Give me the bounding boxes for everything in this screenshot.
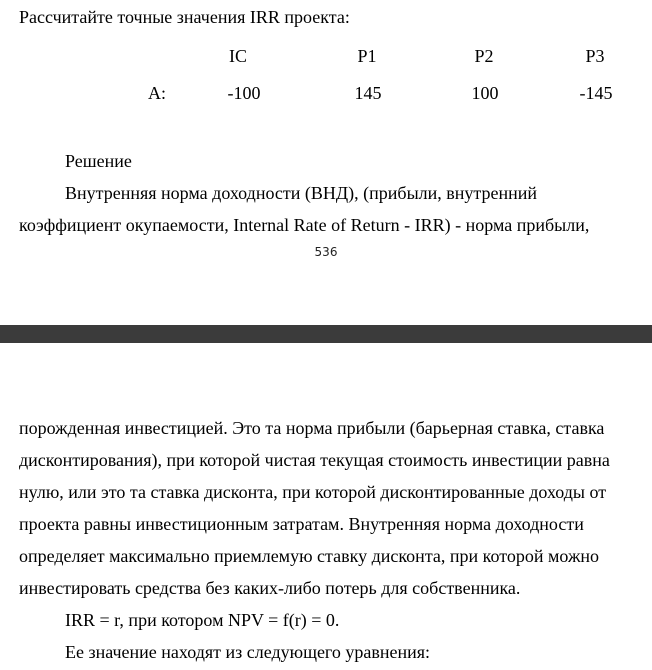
paragraph-line: проекта равны инвестиционным затратам. Внутренняя норма доходности [19,514,584,534]
paragraph-line: коэффициент окупаемости, Internal Rate of Return - IRR) - норма прибыли, [19,215,590,235]
solution-heading: Решение [65,151,132,171]
table-cell-ic: -100 [227,83,261,103]
paragraph-line: дисконтирования), при которой чистая текущая стоимость инвестиции равна [19,450,610,470]
page-break-divider [0,325,652,343]
table-row-label: А: [148,83,166,103]
document-page-bottom [0,343,652,670]
task-statement: Рассчитайте точные значения IRR проекта: [19,7,350,27]
equation-intro: Ее значение находят из следующего уравнения: [65,642,431,662]
paragraph-line: Внутренняя норма доходности (ВНД), (прибыли, внутренний [65,183,538,203]
table-header-p1: P1 [357,46,377,66]
paragraph-line: определяет максимально приемлемую ставку дисконта, при которой можно [19,546,600,566]
table-header-p3: P3 [585,46,605,66]
irr-formula: IRR = r, при котором NPV = f(r) = 0. [65,610,340,630]
table-cell-p1: 145 [354,83,382,103]
table-header-p2: P2 [474,46,494,66]
paragraph-line: порожденная инвестицией. Это та норма прибыли (барьерная ставка, ставка [19,418,605,438]
table-header-ic: IC [229,46,247,66]
table-cell-p2: 100 [471,83,499,103]
document-page-top [0,0,652,325]
table-cell-p3: -145 [579,83,613,103]
page-number: 536 [314,245,338,259]
paragraph-line: инвестировать средства без каких-либо потерь для собственника. [19,578,521,598]
paragraph-line: нулю, или это та ставка дисконта, при которой дисконтированные доходы от [19,482,607,502]
